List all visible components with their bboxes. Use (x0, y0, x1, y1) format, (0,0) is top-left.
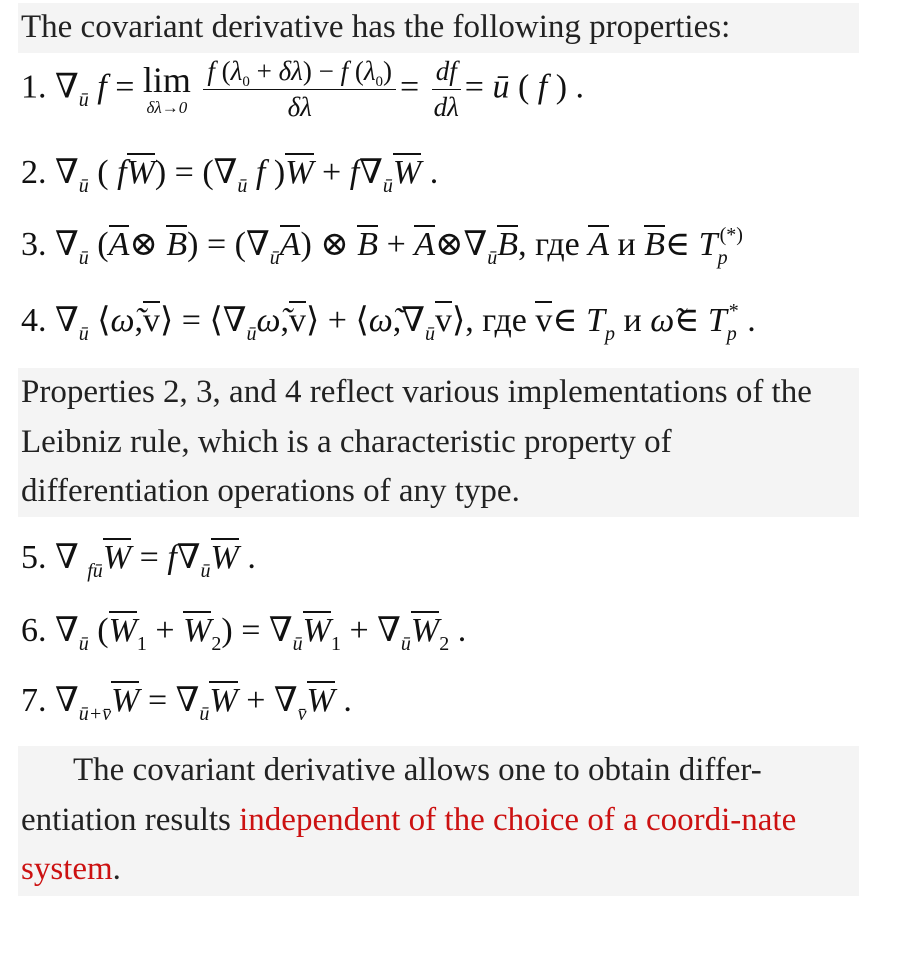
intro-text (18, 3, 859, 53)
difference-quotient: $\frac{f (\lambda_0 + \delta\lambda) - f (\lambda_0)}{\delta\lambda}$ (203, 56, 396, 123)
intro-sentence: The covariant derivative has the following properties: (21, 9, 731, 45)
limit-operator: lim δλ→0 (142, 59, 191, 117)
property-4: 4. $\nabla_ū$ ⟨ω̃,v⟩ = $⟨\nabla_ū\omegã,v⟩$ + $⟨\omegã,\nabla_ūv⟩$, где v∈ $T_p$ и ω̃∈ $T_p^*$ . (21, 300, 756, 345)
closing-prefix: The covariant derivative allows one to obtain differ-entiation results (21, 752, 762, 838)
property-3: 3. $\nabla_ū$ (A⊗ $B) = (\nabla_ūA)$ ⊗ $B + A\otimes\nabla_ūB$, где A и B∈ $T_p^{(*)}$ (21, 224, 743, 269)
property-2: 2. $\nabla_ū$ ( $fW) = (\nabla_ū$ f )$W + f\nabla_ūW$ . (21, 154, 439, 197)
closing-suffix: . (112, 851, 121, 887)
leibniz-paragraph (18, 368, 859, 517)
closing-highlight: independent of the choice of a coordi-nate system (21, 801, 797, 887)
property-6: 6. $\nabla_ū$ $(W_1 + W_2) = \nabla_ūW_1 + \nabla_ūW_2$ . (21, 612, 467, 655)
property-1: 1. $\nabla_ū$ f = lim δλ→0 $\frac{f (\lambda_0 + \delta\lambda) - f (\lambda_0)}{\delta\lambda}$ = $\frac{df}{d\lambda}$ = ū ( f ) . (21, 56, 585, 122)
leibniz-text: Properties 2, 3, and 4 reflect various implementations of the Leibniz rule, which is a characteristic property of differentiation operations of any type. (21, 374, 812, 509)
closing-paragraph (18, 746, 859, 896)
property-5: 5. ∇ $_{fū}W = f\nabla_ūW$ . (21, 539, 256, 582)
derivative-fraction: $\frac{df}{d\lambda}$ (433, 56, 459, 122)
property-7: 7. $\nabla_{ū+v̄}W = \nabla_ūW + \nabla_{v̄}W$ . (21, 682, 352, 725)
